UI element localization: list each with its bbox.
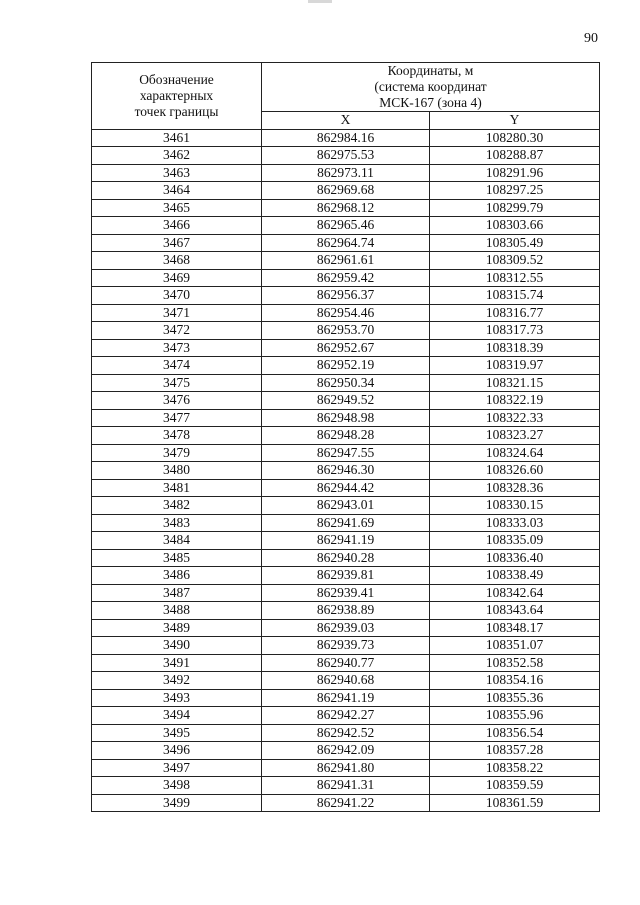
point-id-cell: 3462 <box>92 147 262 165</box>
point-id-cell: 3465 <box>92 199 262 217</box>
table-row <box>92 637 600 655</box>
table-row <box>92 479 600 497</box>
y-coordinate-cell: 108318.39 <box>430 339 600 357</box>
x-coordinate-cell: 862973.11 <box>262 164 430 182</box>
point-id-cell: 3475 <box>92 374 262 392</box>
point-id-cell: 3490 <box>92 637 262 655</box>
table-row <box>92 217 600 235</box>
table-row <box>92 287 600 305</box>
x-coordinate-cell: 862942.52 <box>262 724 430 742</box>
y-coordinate-cell: 108354.16 <box>430 672 600 690</box>
y-coordinate-cell: 108355.36 <box>430 689 600 707</box>
x-coordinate-cell: 862938.89 <box>262 602 430 620</box>
x-coordinate-cell: 862952.67 <box>262 339 430 357</box>
table-row <box>92 357 600 375</box>
y-coordinate-cell: 108297.25 <box>430 182 600 200</box>
y-coordinate-cell: 108319.97 <box>430 357 600 375</box>
table-row <box>92 234 600 252</box>
x-coordinate-cell: 862939.41 <box>262 584 430 602</box>
points-header-line: Обозначение <box>139 71 214 87</box>
y-coordinate-cell: 108299.79 <box>430 199 600 217</box>
y-coordinate-cell: 108280.30 <box>430 129 600 147</box>
point-id-cell: 3493 <box>92 689 262 707</box>
point-id-cell: 3487 <box>92 584 262 602</box>
top-edge-mark <box>308 0 332 3</box>
table-row <box>92 567 600 585</box>
point-id-cell: 3486 <box>92 567 262 585</box>
x-coordinate-cell: 862954.46 <box>262 304 430 322</box>
y-coordinate-cell: 108291.96 <box>430 164 600 182</box>
point-id-cell: 3495 <box>92 724 262 742</box>
x-coordinate-cell: 862946.30 <box>262 462 430 480</box>
y-coordinate-cell: 108326.60 <box>430 462 600 480</box>
x-coordinate-cell: 862947.55 <box>262 444 430 462</box>
x-coordinate-cell: 862950.34 <box>262 374 430 392</box>
y-coordinate-cell: 108322.33 <box>430 409 600 427</box>
y-coordinate-cell: 108315.74 <box>430 287 600 305</box>
table-header <box>92 63 600 130</box>
y-coordinate-cell: 108323.27 <box>430 427 600 445</box>
point-id-cell: 3473 <box>92 339 262 357</box>
table-row <box>92 724 600 742</box>
table-row <box>92 269 600 287</box>
table-row <box>92 322 600 340</box>
table-row <box>92 252 600 270</box>
point-id-cell: 3497 <box>92 759 262 777</box>
x-coordinate-cell: 862943.01 <box>262 497 430 515</box>
x-coordinate-cell: 862941.22 <box>262 794 430 812</box>
point-id-cell: 3496 <box>92 742 262 760</box>
x-coordinate-cell: 862964.74 <box>262 234 430 252</box>
point-id-cell: 3484 <box>92 532 262 550</box>
table-row <box>92 672 600 690</box>
table-row <box>92 182 600 200</box>
y-coordinate-cell: 108316.77 <box>430 304 600 322</box>
point-id-cell: 3491 <box>92 654 262 672</box>
x-coordinate-cell: 862940.28 <box>262 549 430 567</box>
x-coordinate-cell: 862952.19 <box>262 357 430 375</box>
x-coordinate-cell: 862969.68 <box>262 182 430 200</box>
y-coordinate-cell: 108309.52 <box>430 252 600 270</box>
y-coordinate-cell: 108336.40 <box>430 549 600 567</box>
point-id-cell: 3468 <box>92 252 262 270</box>
table-row <box>92 777 600 795</box>
table-row <box>92 532 600 550</box>
table-row <box>92 164 600 182</box>
y-coordinate-cell: 108330.15 <box>430 497 600 515</box>
y-coordinate-cell: 108355.96 <box>430 707 600 725</box>
x-coordinate-cell: 862944.42 <box>262 479 430 497</box>
coords-header-line: Координаты, м <box>387 63 474 78</box>
y-coordinate-cell: 108338.49 <box>430 567 600 585</box>
table-row <box>92 374 600 392</box>
point-id-cell: 3471 <box>92 304 262 322</box>
page-number: 90 <box>584 31 598 46</box>
coordinates-column-header <box>262 63 600 112</box>
x-coordinate-cell: 862941.19 <box>262 689 430 707</box>
coords-header-line: (система координат <box>374 79 487 94</box>
y-coordinate-cell: 108356.54 <box>430 724 600 742</box>
x-coordinate-cell: 862940.77 <box>262 654 430 672</box>
table-row <box>92 654 600 672</box>
x-coordinate-cell: 862941.69 <box>262 514 430 532</box>
y-coordinate-cell: 108342.64 <box>430 584 600 602</box>
point-id-cell: 3492 <box>92 672 262 690</box>
table-row <box>92 759 600 777</box>
table-row <box>92 497 600 515</box>
points-header-line: характерных <box>139 87 214 103</box>
x-coordinate-cell: 862961.61 <box>262 252 430 270</box>
point-id-cell: 3479 <box>92 444 262 462</box>
point-id-cell: 3477 <box>92 409 262 427</box>
y-coordinate-cell: 108317.73 <box>430 322 600 340</box>
x-coordinate-cell: 862984.16 <box>262 129 430 147</box>
y-coordinate-cell: 108335.09 <box>430 532 600 550</box>
point-id-cell: 3476 <box>92 392 262 410</box>
point-id-cell: 3467 <box>92 234 262 252</box>
points-header-line: точек границы <box>134 103 219 119</box>
point-id-cell: 3464 <box>92 182 262 200</box>
y-coordinate-cell: 108305.49 <box>430 234 600 252</box>
y-coordinate-cell: 108358.22 <box>430 759 600 777</box>
x-coordinate-cell: 862941.31 <box>262 777 430 795</box>
table-row <box>92 619 600 637</box>
point-id-cell: 3463 <box>92 164 262 182</box>
points-column-header <box>92 63 262 130</box>
point-id-cell: 3469 <box>92 269 262 287</box>
point-id-cell: 3472 <box>92 322 262 340</box>
point-id-cell: 3461 <box>92 129 262 147</box>
point-id-cell: 3478 <box>92 427 262 445</box>
table-row <box>92 409 600 427</box>
y-column-header: Y <box>430 112 600 130</box>
x-coordinate-cell: 862942.09 <box>262 742 430 760</box>
x-coordinate-cell: 862956.37 <box>262 287 430 305</box>
y-coordinate-cell: 108357.28 <box>430 742 600 760</box>
x-coordinate-cell: 862940.68 <box>262 672 430 690</box>
x-coordinate-cell: 862942.27 <box>262 707 430 725</box>
point-id-cell: 3488 <box>92 602 262 620</box>
table-row <box>92 514 600 532</box>
x-coordinate-cell: 862939.03 <box>262 619 430 637</box>
y-coordinate-cell: 108351.07 <box>430 637 600 655</box>
table-row <box>92 427 600 445</box>
table-row <box>92 444 600 462</box>
table-row <box>92 304 600 322</box>
x-coordinate-cell: 862968.12 <box>262 199 430 217</box>
y-coordinate-cell: 108321.15 <box>430 374 600 392</box>
x-coordinate-cell: 862975.53 <box>262 147 430 165</box>
x-coordinate-cell: 862949.52 <box>262 392 430 410</box>
x-coordinate-cell: 862948.98 <box>262 409 430 427</box>
x-coordinate-cell: 862941.19 <box>262 532 430 550</box>
table-row <box>92 689 600 707</box>
table-row <box>92 392 600 410</box>
point-id-cell: 3470 <box>92 287 262 305</box>
x-column-header: X <box>262 112 430 130</box>
y-coordinate-cell: 108352.58 <box>430 654 600 672</box>
y-coordinate-cell: 108303.66 <box>430 217 600 235</box>
point-id-cell: 3499 <box>92 794 262 812</box>
point-id-cell: 3498 <box>92 777 262 795</box>
y-coordinate-cell: 108322.19 <box>430 392 600 410</box>
point-id-cell: 3485 <box>92 549 262 567</box>
table-row <box>92 742 600 760</box>
x-coordinate-cell: 862959.42 <box>262 269 430 287</box>
x-coordinate-cell: 862939.81 <box>262 567 430 585</box>
point-id-cell: 3480 <box>92 462 262 480</box>
point-id-cell: 3489 <box>92 619 262 637</box>
x-coordinate-cell: 862939.73 <box>262 637 430 655</box>
table-row <box>92 707 600 725</box>
point-id-cell: 3494 <box>92 707 262 725</box>
table-row <box>92 602 600 620</box>
x-coordinate-cell: 862953.70 <box>262 322 430 340</box>
table-row <box>92 462 600 480</box>
table-row <box>92 584 600 602</box>
table-row <box>92 794 600 812</box>
x-coordinate-cell: 862948.28 <box>262 427 430 445</box>
point-id-cell: 3482 <box>92 497 262 515</box>
table-row <box>92 549 600 567</box>
x-coordinate-cell: 862941.80 <box>262 759 430 777</box>
y-coordinate-cell: 108288.87 <box>430 147 600 165</box>
table-body <box>92 129 600 812</box>
y-coordinate-cell: 108348.17 <box>430 619 600 637</box>
table-row <box>92 339 600 357</box>
y-coordinate-cell: 108343.64 <box>430 602 600 620</box>
coords-header-line: МСК-167 (зона 4) <box>379 95 482 110</box>
point-id-cell: 3466 <box>92 217 262 235</box>
y-coordinate-cell: 108333.03 <box>430 514 600 532</box>
coordinates-table <box>91 62 600 812</box>
y-coordinate-cell: 108312.55 <box>430 269 600 287</box>
y-coordinate-cell: 108361.59 <box>430 794 600 812</box>
table-row <box>92 199 600 217</box>
y-coordinate-cell: 108324.64 <box>430 444 600 462</box>
y-coordinate-cell: 108359.59 <box>430 777 600 795</box>
point-id-cell: 3474 <box>92 357 262 375</box>
y-coordinate-cell: 108328.36 <box>430 479 600 497</box>
x-coordinate-cell: 862965.46 <box>262 217 430 235</box>
table-row <box>92 129 600 147</box>
table-row <box>92 147 600 165</box>
point-id-cell: 3483 <box>92 514 262 532</box>
point-id-cell: 3481 <box>92 479 262 497</box>
